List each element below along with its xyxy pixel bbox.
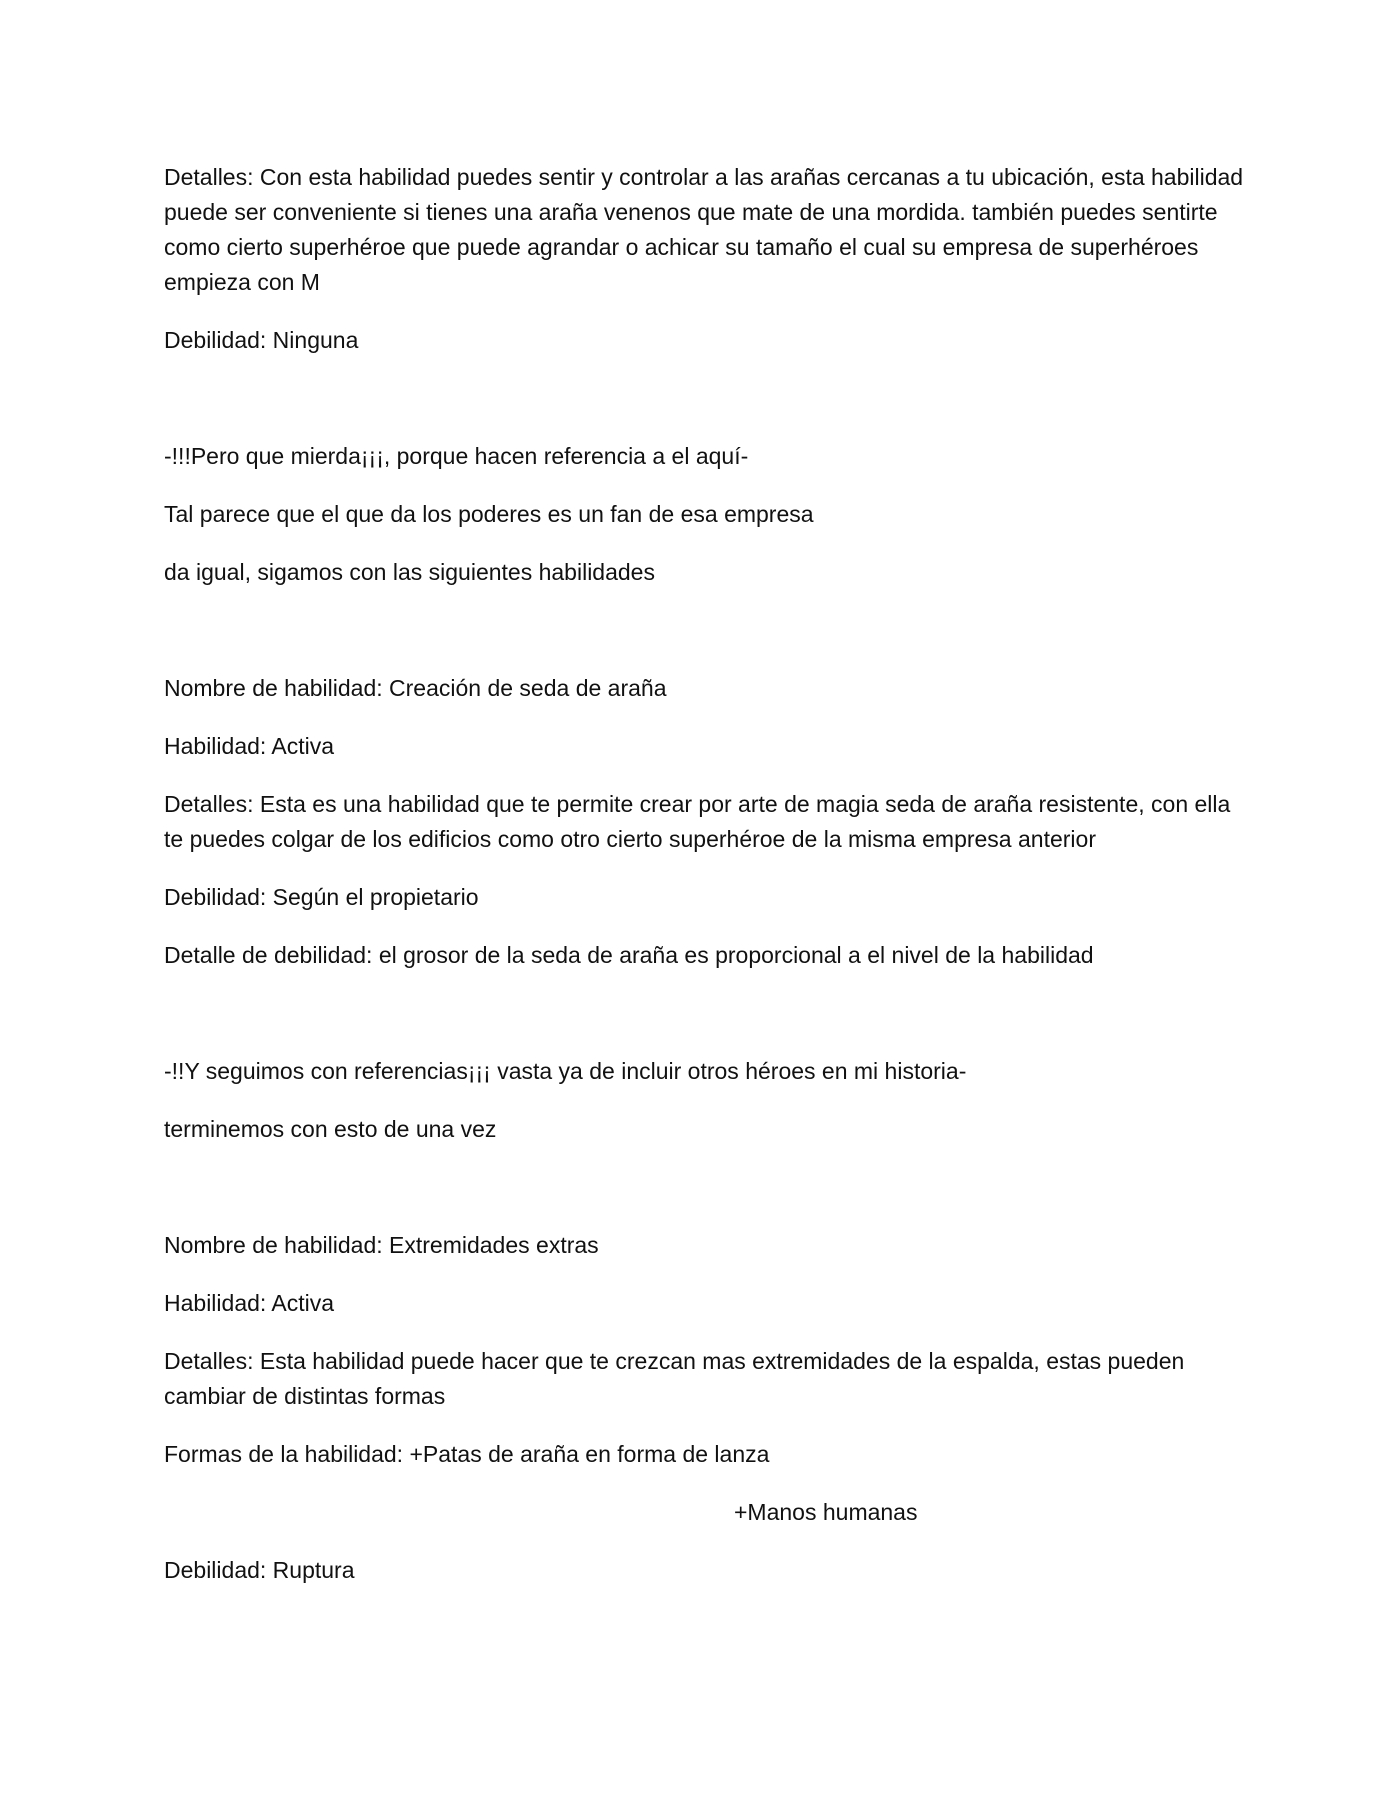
weakness-detail-line: Detalle de debilidad: el grosor de la seda de araña es proporcional a el nivel de la habilidad [164, 942, 1094, 968]
ability-form-item: +Manos humanas [734, 1499, 918, 1525]
ability-forms-line: Formas de la habilidad: +Patas de araña en forma de lanza [164, 1441, 770, 1467]
narration-line: da igual, sigamos con las siguientes habilidades [164, 559, 655, 585]
ability-name-line: Nombre de habilidad: Extremidades extras [164, 1232, 599, 1258]
ability-type-line: Habilidad: Activa [164, 1290, 335, 1316]
ability-weakness-line: Debilidad: Ninguna [164, 327, 359, 353]
narration-line: terminemos con esto de una vez [164, 1116, 497, 1142]
ability-weakness-line: Debilidad: Según el propietario [164, 884, 479, 910]
ability-details-paragraph: Detalles: Con esta habilidad puedes sentir y controlar a las arañas cercanas a tu ubicación, esta habilidad puede ser conveniente si tienes una araña venenos que mate de una mordida. también puedes sentirte como cierto superhéroe que puede agrandar o achicar su tamaño el cual su empresa de superhéroes empieza con M [164, 164, 1244, 295]
ability-details-paragraph: Detalles: Esta es una habilidad que te permite crear por arte de magia seda de araña resistente, con ella te puedes colgar de los edificios como otro cierto superhéroe de la misma empresa anterior [164, 791, 1231, 852]
ability-weakness-line: Debilidad: Ruptura [164, 1557, 355, 1583]
dialogue-line: -!!Y seguimos con referencias¡¡¡ vasta ya de incluir otros héroes en mi historia- [164, 1058, 967, 1084]
narration-line: Tal parece que el que da los poderes es un fan de esa empresa [164, 501, 814, 527]
ability-details-paragraph: Detalles: Esta habilidad puede hacer que te crezcan mas extremidades de la espalda, estas pueden cambiar de distintas formas [164, 1348, 1185, 1409]
section-gap [164, 996, 1254, 1054]
dialogue-line: -!!!Pero que mierda¡¡¡, porque hacen referencia a el aquí- [164, 443, 749, 469]
ability-type-line: Habilidad: Activa [164, 733, 335, 759]
document-body [164, 160, 1254, 1611]
section-gap [164, 613, 1254, 671]
ability-name-line: Nombre de habilidad: Creación de seda de araña [164, 675, 667, 701]
section-gap [164, 1170, 1254, 1228]
section-gap [164, 381, 1254, 439]
